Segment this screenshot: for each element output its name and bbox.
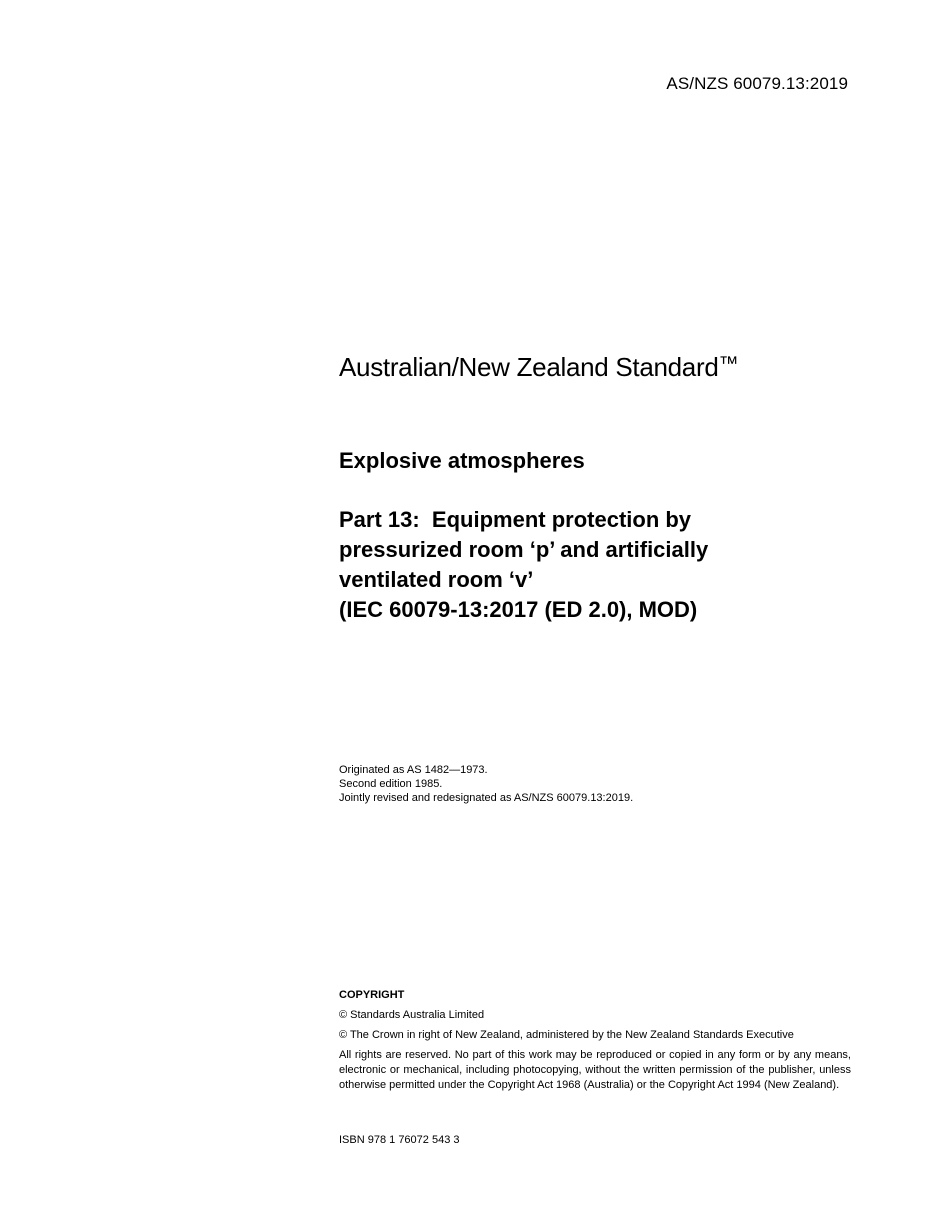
standard-type [339,352,851,383]
part-title-line: (IEC 60079-13:2017 (ED 2.0), MOD) [339,597,698,622]
part-title-line: ventilated room ‘v’ [339,567,534,592]
copyright-holder-new-zealand: © The Crown in right of New Zealand, administered by the New Zealand Standards Executive [339,1029,794,1041]
rights-statement: All rights are reserved. No part of this work may be reproduced or copied in any form or by any means, electronic or mechanical, including photocopying, without the written permission of the publisher, unless otherwise permitted under the Copyright Act 1968 (Australia) or the Copyright Act 1994 (New Zealand). [339,1049,851,1091]
trademark-symbol: ™ [718,353,739,375]
series-title: Explosive atmospheres [339,448,585,473]
document-code: AS/NZS 60079.13:2019 [666,74,848,93]
standard-type-text: Australian/New Zealand Standard [339,352,719,382]
edition-history [339,763,851,805]
copyright-heading: COPYRIGHT [339,989,405,1001]
part-title-line: Part 13: Equipment protection by [339,507,692,532]
copyright-section [339,988,851,1093]
isbn: ISBN 978 1 76072 543 3 [339,1134,460,1146]
history-line: Second edition 1985. [339,778,443,790]
part-title [339,505,851,625]
history-line: Jointly revised and redesignated as AS/NZS 60079.13:2019. [339,792,634,804]
history-line: Originated as AS 1482—1973. [339,764,488,776]
copyright-holder-australia: © Standards Australia Limited [339,1009,485,1021]
part-title-line: pressurized room ‘p’ and artificially [339,537,709,562]
